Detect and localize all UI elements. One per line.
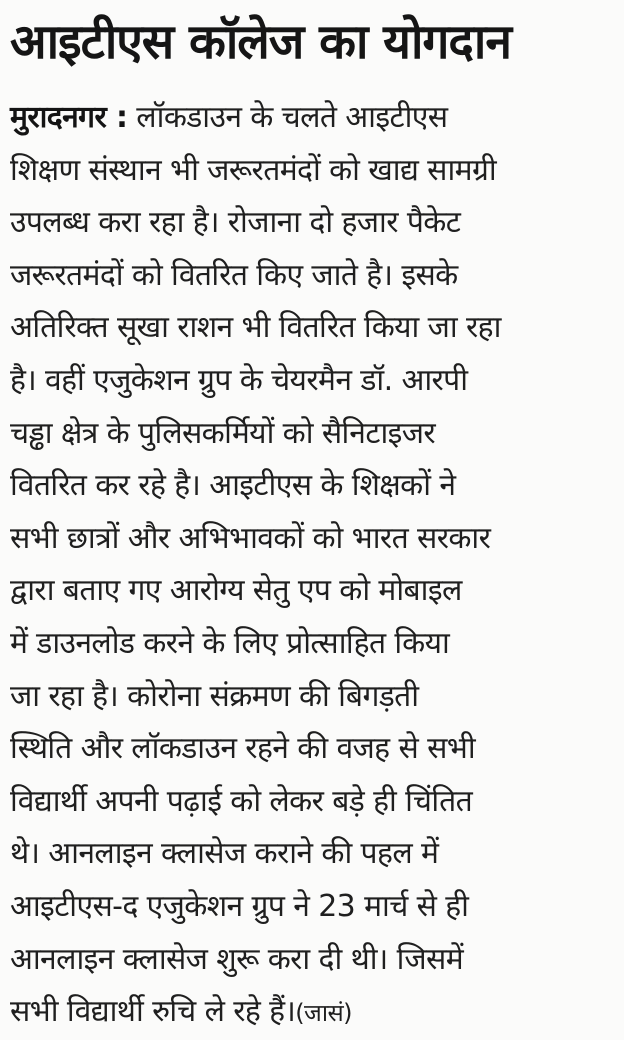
- article-line-3: उपलब्ध करा रहा है। रोजाना दो हजार पैकेट: [10, 205, 461, 241]
- article-line-4: जरूरतमंदों को वितरित किए जाते है। इसके: [10, 257, 458, 293]
- article-line-2: शिक्षण संस्थान भी जरूरतमंदों को खाद्य सामग्री: [10, 152, 497, 188]
- article-body: [10, 92, 614, 1039]
- article-line-12: जा रहा है। कोरोना संक्रमण की बिगड़ती: [10, 678, 419, 714]
- article-line-text: सभी विद्यार्थी रुचि ले रहे हैं।: [10, 994, 296, 1030]
- article-line-7: चड्ढा क्षेत्र के पुलिसकर्मियों को सैनिटाइजर: [10, 415, 436, 451]
- article-line-18: [10, 986, 614, 1039]
- article-line-17: आनलाइन क्लासेज शुरू करा दी थी। जिसमें: [10, 941, 464, 977]
- dateline: मुरादनगर :: [10, 100, 128, 135]
- article-line-15: थे। आनलाइन क्लासेज कराने की पहल में: [10, 836, 439, 872]
- article-line-9: सभी छात्रों और अभिभावकों को भारत सरकार: [10, 520, 491, 556]
- news-credit: (जासं): [295, 999, 352, 1028]
- article-line-13: स्थिति और लॉकडाउन रहने की वजह से सभी: [10, 731, 476, 767]
- article-line-16: आइटीएस-द एजुकेशन ग्रुप ने 23 मार्च से ही: [10, 888, 469, 924]
- article-line-10: द्वारा बताए गए आरोग्य सेतु एप को मोबाइल: [10, 573, 462, 609]
- article-line-8: वितरित कर रहे है। आइटीएस के शिक्षकों ने: [10, 468, 456, 504]
- article-line-1: [10, 92, 614, 145]
- headline: आइटीएस कॉलेज का योगदान: [10, 14, 511, 70]
- article-line-text: लॉकडाउन के चलते आइटीएस: [127, 100, 448, 135]
- article-line-6: है। वहीं एजुकेशन ग्रुप के चेयरमैन डॉ. आरपी: [10, 362, 468, 398]
- article-line-14: विद्यार्थी अपनी पढ़ाई को लेकर बड़े ही चिंतित: [10, 783, 473, 819]
- article-line-11: में डाउनलोड करने के लिए प्रोत्साहित किया: [10, 625, 450, 661]
- article-line-5: अतिरिक्त सूखा राशन भी वितरित किया जा रहा: [10, 310, 501, 346]
